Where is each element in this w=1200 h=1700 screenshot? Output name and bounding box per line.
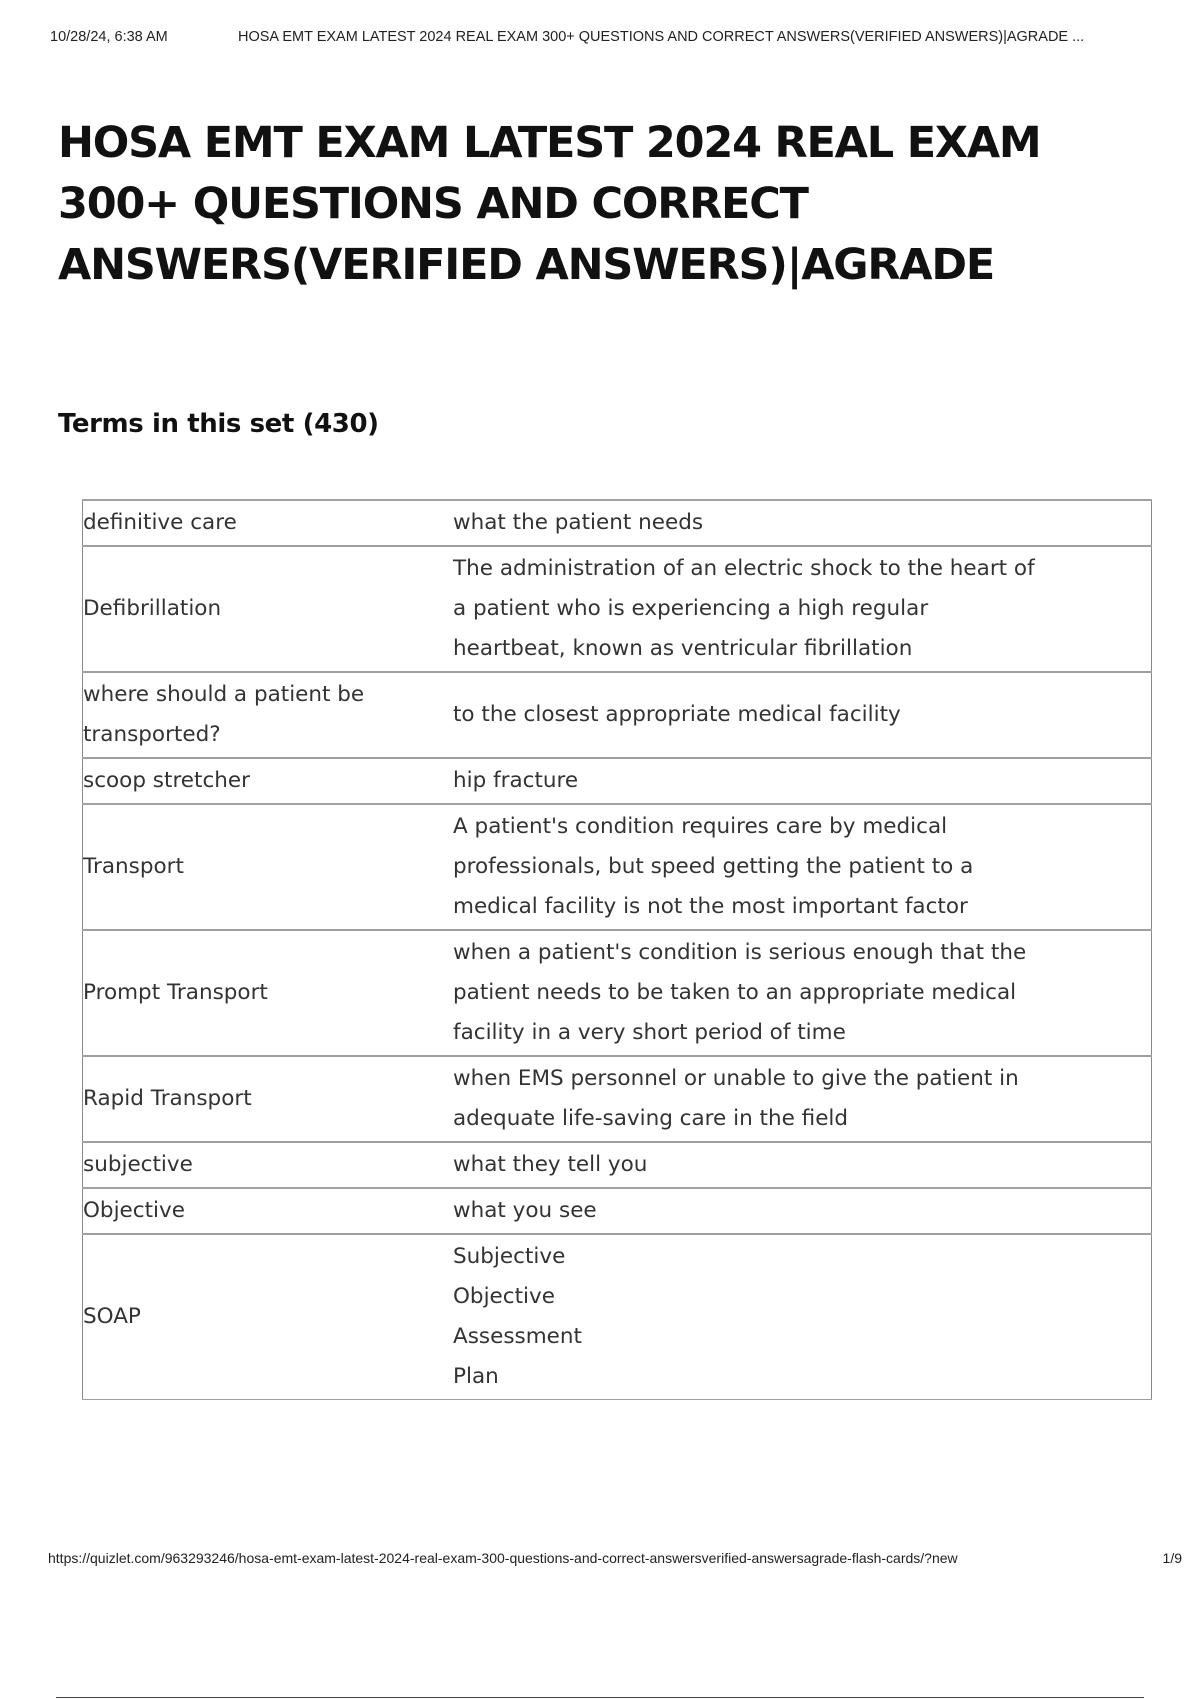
term-cell: subjective — [83, 1142, 412, 1188]
page-number: 1/9 — [1162, 1550, 1182, 1566]
print-url: https://quizlet.com/963293246/hosa-emt-exam-latest-2024-real-exam-300-questions-and-correct-answersverified-answersagrade-flash-cards/?new — [48, 1550, 958, 1566]
term-row — [83, 500, 1152, 546]
print-doc-title: HOSA EMT EXAM LATEST 2024 REAL EXAM 300+ QUESTIONS AND CORRECT ANSWERS(VERIFIED ANSWERS)|AGRADE ... — [238, 29, 1085, 45]
definition-line: to the closest appropriate medical facility — [453, 702, 901, 727]
definition-line: when a patient's condition is serious enough that the — [453, 940, 1027, 965]
definition-cell — [411, 1142, 1152, 1188]
definition-line: heartbeat, known as ventricular fibrillation — [453, 636, 913, 661]
definition-cell — [411, 930, 1152, 1056]
page-title: HOSA EMT EXAM LATEST 2024 REAL EXAM 300+ QUESTIONS AND CORRECT ANSWERS(VERIFIED ANSWERS)|AGRADE — [58, 118, 1041, 290]
print-date: 10/28/24, 6:38 AM — [50, 29, 168, 45]
term-row — [83, 758, 1152, 804]
page-divider — [56, 1697, 1144, 1698]
definition-line: when EMS personnel or unable to give the patient in — [453, 1066, 1019, 1091]
definition-line: Objective — [453, 1284, 555, 1309]
terms-table-body — [83, 500, 1152, 1400]
definition-cell — [411, 1234, 1152, 1400]
definition-line: The administration of an electric shock to the heart of — [453, 556, 1035, 581]
definition-line: Plan — [453, 1364, 499, 1389]
definition-line: a patient who is experiencing a high regular — [453, 596, 929, 621]
term-cell: SOAP — [83, 1234, 412, 1400]
definition-cell — [411, 672, 1152, 758]
term-row — [83, 1234, 1152, 1400]
term-cell: Prompt Transport — [83, 930, 412, 1056]
term-cell: where should a patient be transported? — [83, 672, 412, 758]
definition-cell — [411, 758, 1152, 804]
definition-line: professionals, but speed getting the patient to a — [453, 854, 974, 879]
term-cell: Transport — [83, 804, 412, 930]
definition-line: what the patient needs — [453, 510, 704, 535]
terms-set-heading: Terms in this set (430) — [58, 409, 379, 439]
definition-cell — [411, 1188, 1152, 1234]
definition-line: A patient's condition requires care by medical — [453, 814, 948, 839]
definition-line: Subjective — [453, 1244, 566, 1269]
definition-line: patient needs to be taken to an appropriate medical — [453, 980, 1017, 1005]
print-header — [50, 29, 1182, 49]
definition-line: adequate life-saving care in the field — [453, 1106, 849, 1131]
definition-line: Assessment — [453, 1324, 582, 1349]
print-footer — [48, 1550, 1182, 1570]
definition-line: medical facility is not the most important factor — [453, 894, 968, 919]
definition-cell — [411, 546, 1152, 672]
term-cell: Defibrillation — [83, 546, 412, 672]
term-row — [83, 672, 1152, 758]
term-row — [83, 1188, 1152, 1234]
definition-cell — [411, 1056, 1152, 1142]
term-row — [83, 930, 1152, 1056]
term-cell: scoop stretcher — [83, 758, 412, 804]
term-row — [83, 804, 1152, 930]
term-cell: Rapid Transport — [83, 1056, 412, 1142]
definition-line: what you see — [453, 1198, 597, 1223]
term-row — [83, 1056, 1152, 1142]
term-cell: Objective — [83, 1188, 412, 1234]
term-row — [83, 546, 1152, 672]
term-row — [83, 1142, 1152, 1188]
definition-line: facility in a very short period of time — [453, 1020, 846, 1045]
definition-cell — [411, 500, 1152, 546]
terms-table — [82, 499, 1152, 1400]
definition-line: what they tell you — [453, 1152, 648, 1177]
definition-line: hip fracture — [453, 768, 579, 793]
definition-cell — [411, 804, 1152, 930]
term-cell: definitive care — [83, 500, 412, 546]
